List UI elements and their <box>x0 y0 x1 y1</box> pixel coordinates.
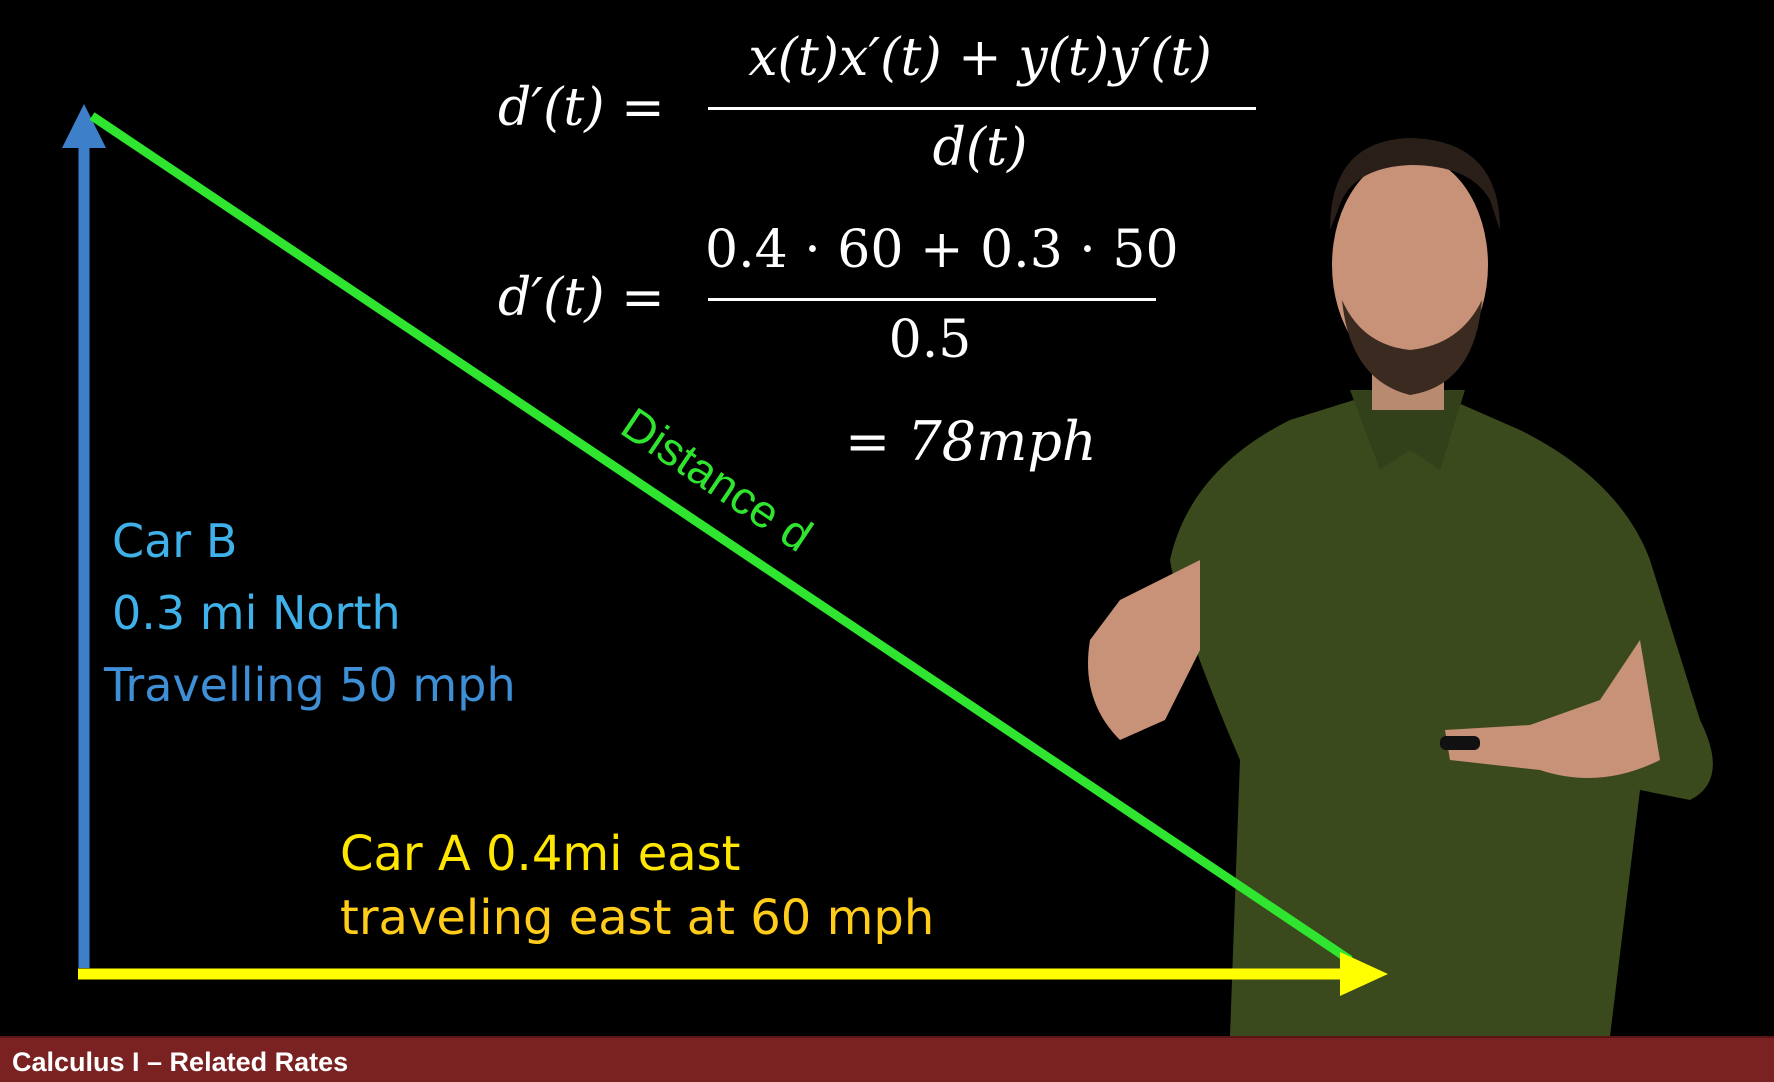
equation-1-numerator: x(t)x′(t) + y(t)y′(t) <box>748 28 1212 88</box>
equation-2-denominator: 0.5 <box>888 310 972 370</box>
car-b-label <box>104 505 516 721</box>
car-b-position: 0.3 mi North <box>112 586 401 640</box>
equation-2-lhs: d′(t) = <box>498 268 665 328</box>
lecture-title-bar <box>0 1036 1774 1082</box>
equation-3-result: = 78mph <box>845 410 1097 473</box>
remote-clicker <box>1440 736 1480 750</box>
presenter <box>1088 138 1713 1036</box>
car-b-speed: Travelling 50 mph <box>104 658 516 712</box>
lecture-title: Calculus I – Related Rates <box>12 1047 349 1077</box>
distance-label: Distance d <box>612 397 822 562</box>
car-a-position: Car A 0.4mi east <box>340 826 741 882</box>
car-b-name: Car B <box>112 514 238 568</box>
car-a-speed: traveling east at 60 mph <box>340 890 935 946</box>
equation-1-denominator: d(t) <box>932 118 1028 178</box>
car-a-label <box>340 822 934 950</box>
equation-1-lhs: d′(t) = <box>498 78 665 138</box>
equation-2-fraction-bar <box>708 298 1156 301</box>
presenter-arm-left <box>1088 560 1200 740</box>
equation-2-numerator: 0.4 · 60 + 0.3 · 50 <box>705 220 1179 280</box>
equation-1-fraction-bar <box>708 107 1256 110</box>
